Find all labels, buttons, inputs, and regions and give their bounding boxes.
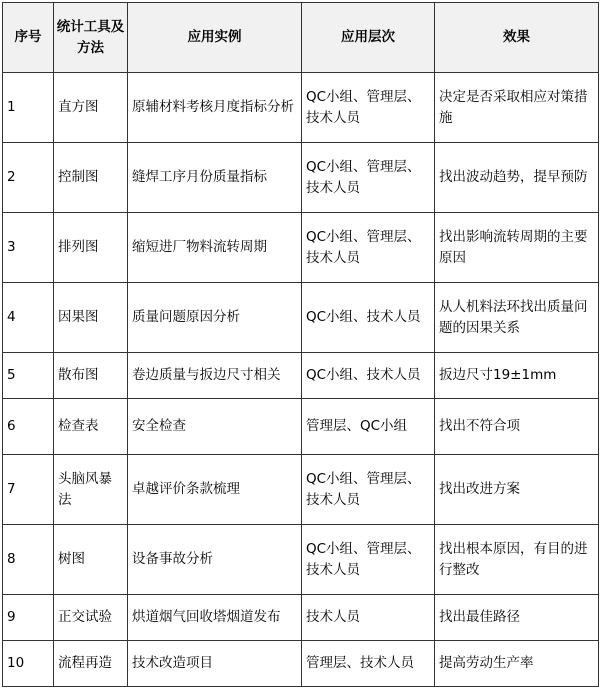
cell-level: QC小组、管理层、技术人员 [302,525,435,595]
header-effect: 效果 [435,3,599,73]
cell-effect: 决定是否采取相应对策措施 [435,73,599,143]
header-tool-method: 统计工具及方法 [54,3,128,73]
cell-level: 管理层、技术人员 [302,641,435,687]
cell-effect: 找出改进方案 [435,455,599,525]
cell-tool: 因果图 [54,283,128,353]
cell-effect: 找出根本原因，有目的进行整改 [435,525,599,595]
header-index: 序号 [3,3,54,73]
cell-effect: 找出影响流转周期的主要原因 [435,213,599,283]
header-example: 应用实例 [128,3,302,73]
cell-example: 质量问题原因分析 [128,283,302,353]
cell-example: 缝焊工序月份质量指标 [128,143,302,213]
header-level: 应用层次 [302,3,435,73]
cell-index: 1 [3,73,54,143]
cell-level: QC小组、管理层、技术人员 [302,73,435,143]
table-row [3,595,599,641]
cell-example: 烘道烟气回收塔烟道发布 [128,595,302,641]
table-row [3,399,599,455]
cell-tool: 控制图 [54,143,128,213]
cell-index: 10 [3,641,54,687]
cell-example: 安全检查 [128,399,302,455]
cell-level: QC小组、管理层、技术人员 [302,143,435,213]
cell-effect: 找出最佳路径 [435,595,599,641]
cell-effect: 提高劳动生产率 [435,641,599,687]
cell-index: 4 [3,283,54,353]
table-row [3,143,599,213]
cell-index: 2 [3,143,54,213]
cell-level: 管理层、QC小组 [302,399,435,455]
cell-level: QC小组、管理层、技术人员 [302,455,435,525]
cell-level: 技术人员 [302,595,435,641]
cell-index: 6 [3,399,54,455]
header-row [3,3,599,73]
table-row [3,213,599,283]
cell-tool: 正交试验 [54,595,128,641]
cell-index: 5 [3,353,54,399]
cell-tool: 流程再造 [54,641,128,687]
cell-index: 3 [3,213,54,283]
table-row [3,641,599,687]
cell-tool: 头脑风暴法 [54,455,128,525]
cell-level: QC小组、管理层、技术人员 [302,213,435,283]
statistical-tools-table [2,2,599,687]
cell-example: 卷边质量与扳边尺寸相关 [128,353,302,399]
cell-level: QC小组、技术人员 [302,353,435,399]
cell-tool: 排列图 [54,213,128,283]
cell-example: 缩短进厂物料流转周期 [128,213,302,283]
cell-example: 技术改造项目 [128,641,302,687]
cell-index: 7 [3,455,54,525]
cell-index: 8 [3,525,54,595]
cell-example: 卓越评价条款梳理 [128,455,302,525]
cell-level: QC小组、技术人员 [302,283,435,353]
cell-example: 设备事故分析 [128,525,302,595]
cell-effect: 找出波动趋势，提早预防 [435,143,599,213]
cell-tool: 检查表 [54,399,128,455]
cell-effect: 找出不符合项 [435,399,599,455]
cell-example: 原辅材料考核月度指标分析 [128,73,302,143]
table-row [3,73,599,143]
cell-tool: 直方图 [54,73,128,143]
table-row [3,455,599,525]
cell-effect: 从人机料法环找出质量问题的因果关系 [435,283,599,353]
cell-tool: 树图 [54,525,128,595]
cell-tool: 散布图 [54,353,128,399]
cell-effect: 扳边尺寸19±1mm [435,353,599,399]
table-row [3,283,599,353]
table-row [3,525,599,595]
cell-index: 9 [3,595,54,641]
table-row [3,353,599,399]
